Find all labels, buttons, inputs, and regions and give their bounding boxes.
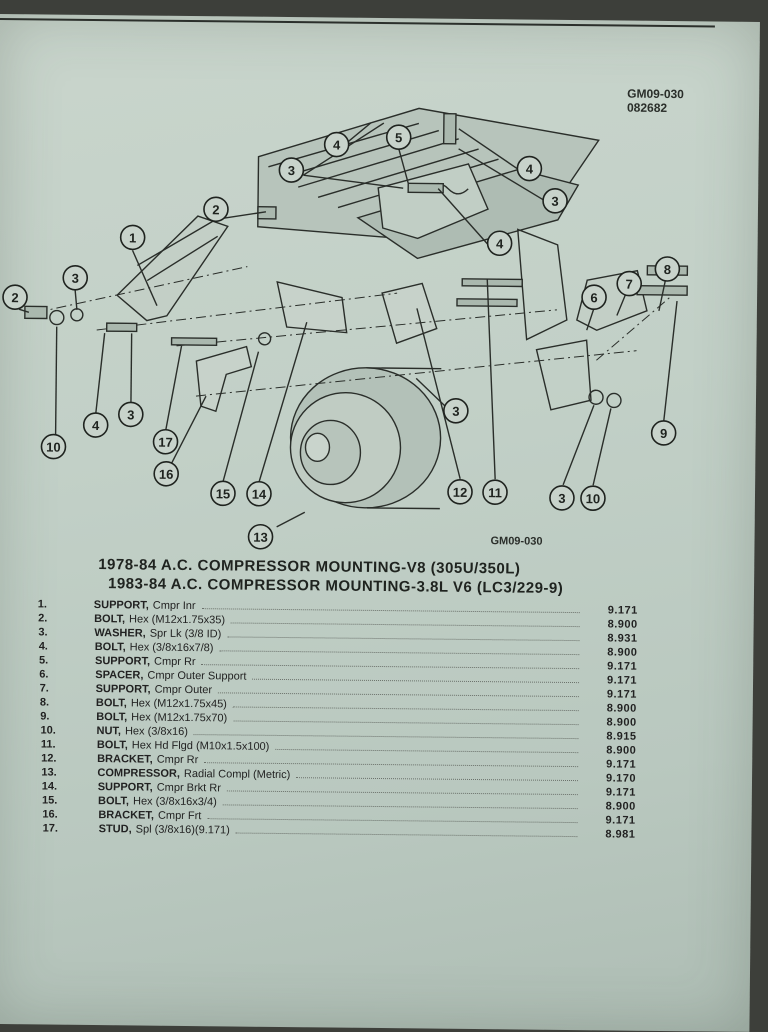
callout-4-c: 4 [525, 161, 534, 177]
part-number: 7. [39, 682, 49, 695]
part-description: Spr Lk (3/8 ID) [149, 627, 222, 641]
part-description: Spl (3/8x16)(9.171) [135, 823, 230, 837]
part-description: Hex (M12x1.75x35) [129, 613, 226, 627]
part-number: 8. [39, 696, 50, 709]
callout-3-d: 3 [558, 490, 566, 506]
part-number: 12. [41, 752, 57, 765]
callout-13: 13 [253, 529, 268, 545]
top-rule [0, 18, 715, 27]
callout-3-c: 3 [452, 403, 460, 419]
callout-14: 14 [251, 486, 267, 502]
part-description: Hex (3/8x16x7/8) [129, 641, 214, 655]
part-group-code: 8.900 [607, 618, 638, 631]
part-group-code: 9.171 [607, 604, 638, 617]
leader-dots [219, 650, 579, 655]
part-name: BOLT, [94, 641, 126, 654]
part-name: BOLT, [96, 739, 128, 752]
leader-dots [218, 692, 579, 697]
callout-6: 6 [590, 290, 598, 306]
part-description: Cmpr Frt [157, 809, 202, 823]
callout-15: 15 [215, 486, 231, 502]
callout-7: 7 [625, 276, 633, 292]
callout-9: 9 [659, 425, 668, 442]
leader-dots [275, 749, 578, 753]
part-description: Cmpr Outer Support [147, 669, 247, 683]
part-number: 14. [41, 780, 58, 793]
title-line-1: 1978-84 A.C. COMPRESSOR MOUNTING-V8 (305U/350L) [98, 556, 521, 578]
callout-16: 16 [158, 466, 174, 482]
part-group-code: 8.900 [606, 744, 637, 757]
part-name: STUD, [98, 823, 132, 836]
part-number: 9. [40, 710, 50, 723]
leader-dots [202, 608, 580, 613]
section-titles [98, 555, 564, 598]
part-number: 2. [38, 612, 48, 625]
callout-5: 5 [395, 130, 403, 146]
callout-4-d: 4 [495, 236, 504, 252]
part-description: Hex (3/8x16x3/4) [132, 795, 217, 809]
part-name: BOLT, [97, 795, 130, 808]
leader-dots [227, 636, 579, 641]
callout-10-b: 10 [585, 491, 601, 507]
part-name: BOLT, [94, 613, 126, 626]
part-number: 5. [38, 654, 49, 667]
leader-dots [227, 790, 578, 795]
part-number: 15. [42, 794, 58, 807]
leader-dots [296, 777, 578, 781]
part-number: 1. [37, 598, 48, 611]
callout-3-b: 3 [127, 407, 135, 423]
part-group-code: 9.171 [605, 786, 636, 799]
part-name: SUPPORT, [95, 683, 151, 696]
callout-11: 11 [488, 485, 502, 501]
part-description: Cmpr Rr [153, 655, 196, 669]
part-description: Cmpr Brkt Rr [156, 781, 221, 795]
leader-dots [204, 762, 578, 767]
callout-2-a: 2 [212, 202, 220, 218]
part-name: COMPRESSOR, [97, 767, 181, 780]
callout-2-b: 2 [11, 290, 19, 306]
part-name: BOLT, [95, 697, 127, 710]
part-description: Hex Hd Flgd (M10x1.5x100) [131, 739, 270, 753]
part-description: Hex (M12x1.75x70) [131, 711, 228, 725]
part-name: BRACKET, [97, 753, 153, 766]
callout-4-a: 4 [92, 417, 100, 434]
leader-dots [207, 818, 577, 823]
part-number: 4. [38, 640, 48, 653]
part-description: Hex (3/8x16) [124, 725, 189, 739]
part-group-code: 9.171 [606, 674, 638, 687]
leader-dots [236, 833, 578, 838]
callout-3-e: 3 [287, 163, 296, 179]
part-group-code: 8.900 [606, 716, 637, 729]
callout-3-f: 3 [551, 193, 559, 209]
callout-8: 8 [663, 261, 672, 278]
part-group-code: 8.931 [607, 632, 638, 645]
part-number: 17. [42, 822, 59, 835]
part-description: Cmpr Outer [154, 683, 213, 697]
part-name: BRACKET, [98, 809, 155, 822]
part-group-code: 9.170 [605, 772, 637, 785]
part-name: WASHER, [94, 627, 146, 640]
callout-17: 17 [158, 434, 173, 450]
callout-12: 12 [452, 484, 468, 500]
callout-4-b: 4 [332, 137, 341, 153]
part-name: SUPPORT, [93, 599, 149, 612]
part-group-code: 8.900 [605, 800, 636, 813]
part-group-code: 8.900 [606, 702, 637, 715]
part-group-code: 9.171 [605, 814, 636, 827]
part-group-code: 9.171 [607, 660, 638, 673]
part-name: SPACER, [95, 669, 144, 682]
part-number: 3. [38, 626, 48, 639]
callout-10-a: 10 [46, 439, 61, 455]
part-number: 11. [40, 738, 56, 751]
leader-dots [233, 720, 578, 725]
part-number: 10. [40, 724, 56, 737]
leader-dots [252, 679, 579, 683]
callout-1: 1 [128, 230, 137, 246]
diagram-figure-code: GM09-030 [490, 535, 543, 548]
part-description: Cmpr Rr [156, 753, 199, 767]
leader-dots [202, 664, 580, 669]
part-group-code: 8.900 [607, 646, 638, 659]
part-group-code: 8.981 [605, 828, 636, 841]
leader-dots [231, 622, 580, 627]
part-description: Hex (M12x1.75x45) [130, 697, 227, 711]
part-name: NUT, [96, 725, 122, 738]
title-line-2: 1983-84 A.C. COMPRESSOR MOUNTING-3.8L V6 (LC3/229-9) [107, 575, 564, 597]
part-number: 6. [39, 668, 49, 681]
part-number: 16. [42, 808, 58, 821]
figure-code: GM09-030 [627, 86, 684, 102]
parts-list [35, 597, 637, 841]
leader-dots [194, 734, 579, 739]
leader-dots [223, 804, 578, 809]
part-description: Cmpr Inr [152, 599, 196, 613]
part-name: SUPPORT, [97, 781, 153, 794]
part-group-code: 8.915 [606, 730, 637, 743]
part-description: Radial Compl (Metric) [183, 767, 291, 782]
part-number: 13. [41, 766, 57, 779]
part-group-code: 9.171 [606, 688, 637, 701]
catalog-page [0, 14, 760, 1032]
part-name: BOLT, [96, 711, 128, 724]
callout-3-a: 3 [71, 270, 79, 286]
figure-date-code: 082682 [626, 100, 668, 115]
part-name: SUPPORT, [94, 655, 151, 668]
part-group-code: 9.171 [606, 758, 637, 771]
leader-dots [233, 706, 579, 711]
